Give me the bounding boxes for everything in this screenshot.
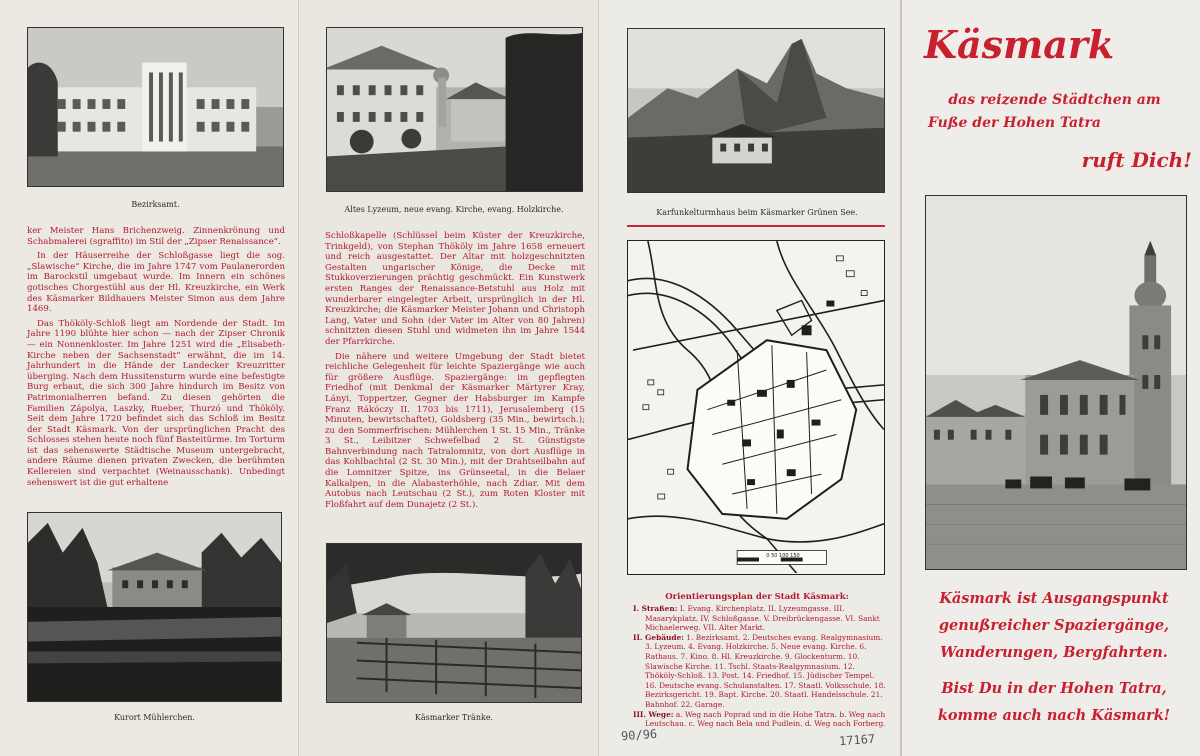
subtitle-line-1: das reizende Städtchen am (948, 92, 1161, 108)
slogan-line-2: genußreicher Spaziergänge, (938, 617, 1170, 634)
photo-kurort-muehlerchen (27, 512, 282, 702)
legend-roads-head: III. Wege: (633, 709, 674, 719)
legend-buildings-head: II. Gebäude: (633, 632, 685, 642)
panel-4 (900, 0, 1200, 756)
call-to-action: ruft Dich! (1081, 148, 1192, 172)
map-legend (633, 604, 887, 729)
slogan-line-5: komme auch nach Käsmark! (937, 707, 1171, 724)
divider (627, 225, 885, 227)
slogan-line-4: Bist Du in der Hohen Tatra, (941, 680, 1167, 697)
caption-karfunkel: Karfunkelturmhaus beim Käsmarker Grünen See. (656, 208, 858, 217)
caption-traenke: Käsmarker Tränke. (414, 713, 494, 722)
photo-altes-lyzeum (326, 27, 583, 192)
legend-streets (633, 604, 887, 633)
panel-1 (0, 0, 298, 756)
map-scale: 0 50 100 150 (766, 553, 800, 559)
city-map (627, 240, 885, 575)
photo-bezirksamt (27, 27, 284, 187)
panel-2 (298, 0, 598, 756)
legend-roads-text: a. Weg nach Poprad und in die Hohe Tatra. b. Weg nach Leutschau. c. Weg nach Bela und Pudlein. d. Weg nach Forberg. (645, 709, 886, 729)
caption-lyzeum: Altes Lyzeum, neue evang. Kirche, evang. Holzkirche. (344, 205, 564, 214)
map-drawing (628, 241, 884, 573)
brand-title: Käsmark (924, 22, 1115, 67)
panel2-paragraph: Schloßkapelle (Schlüssel beim Küster der Kreuzkirche, Trinkgeld), von Stephan Thököly im Jahre 1658 erneuert und reich ausgestattet. Der Altar mit holzgeschnitzten Gestalten ungarischer Könige, die Decke mit Stukkoverzierungen prächtig geschmückt. Ein Kunstwerk ersten Ranges der Renaissance-Betstuhl aus Holz mit wunderbarer eingelegter Arbeit, ursprünglich in der Hl. Kreuzkirche; die Käsmarker Meister Johann und Christoph Lang, Vater und Sohn (der Vater im Alter von 80 Jahren) schnitzten diesen Stuhl und widmeten ihn im Jahre 1544 der Pfarrkirche. (325, 231, 585, 347)
map-title: Orientierungsplan der Stadt Käsmark: (665, 592, 849, 602)
caption-kurort: Kurort Mühlerchen. (114, 713, 195, 722)
caption-bezirksamt: Bezirksamt. (131, 200, 180, 209)
handwritten-right: 17167 (838, 731, 876, 749)
panel-3 (598, 0, 900, 756)
legend-buildings (633, 633, 887, 710)
panel2-paragraph: Die nähere und weitere Umgebung der Stadt bietet reichliche Gelegenheit für leichte Spaziergänge wie auch für größere Ausflüge. Spaziergänge: im gepflegten Friedhof (mit Denkmal der Käsmarker Märtyrer Kray, Lányi, Toppertzer, Gegner der Habsburger im Kampfe Franz Rákóczy II. 1703 bis 1711), Jerusalemberg (15 Minuten, bewirtschaftet), Goldsberg (35 Min., bewirtsch.); zu den Sommerfrischen: Mühlerchen 1 St. 15 Min., Tränke 3 St., Leibitzer Schwefelbad 2 St. Günstigste Bahnverbindung nach Tatralomnitz, von dort Ausflüge in das Kohlbachtal (2 St. 30 Min.), mit der Drahtseilbahn auf die Lomnitzer Spitze, ins Grünseetal, in die Belaer Kalkalpen, in die Alabasterhöhle, nach Zdiar. Mit dem Autobus nach Leutschau (2 St.), zum Roten Kloster mit Floßfahrt auf dem Dunajetz (2 St.). (325, 351, 585, 510)
handwritten-left: 90/96 (620, 726, 658, 744)
panel1-paragraph: Das Thököly-Schloß liegt am Nordende der Stadt. Im Jahre 1190 blühte hier schon — nach der Zipser Chronik — ein Nonnenkloster. Im Jahre 1251 wird die „Elisabeth-Kirche neben der Sachsenstadt“ erwähnt, die im 14. Jahrhundert in die Hände der Landecker Kreuzritter überging. Nach dem Hussitensturm wurde eine befestigte Burg erbaut, die sich 300 Jahre hindurch im Besitz von Patrimonialherren befand. Zu diesen gehörten die Familien Zápolya, Laszky, Rueber, Thurzó und Thököly. Seit dem Jahre 1720 befindet sich das Schloß im Besitz der Stadt Käsmark. Von der ursprünglichen Pracht des Schlosses stehen heute noch fünf Basteitürme. Im Torturm ist das sehenswerte Städtische Museum untergebracht, andere Räume dienen privaten Zwecken, die berühmten Kellereien sind verpachtet (Weinausschank). Unbedingt sehenswert ist die gut erhaltene (27, 318, 285, 488)
photo-kaesmark-square (925, 195, 1187, 570)
legend-buildings-text: 1. Bezirksamt. 2. Deutsches evang. Realgymnasium. 3. Lyzeum. 4. Evang. Holzkirche. 5. Neue evang. Kirche. 6. Rathaus. 7. Kino. 8. Hl. Kreuzkirche. 9. Glockenturm. 10. Slawische Kirche. 11. Tschl. Staats-Realgymnasium. 12. Thököly-Schloß. 13. Post. 14. Friedhof. 15. Jüdischer Tempel. 16. Deutsche evang. Schulanstalten. 17. Staatl. Volksschule. 18. Bezirksgericht. 19. Bapt. Kirche. 20. Staatl. Handelsschule. 21. Bahnhof. 22. Garage. (645, 632, 886, 709)
slogan-line-1: Käsmark ist Ausgangspunkt (939, 590, 1169, 607)
photo-kaesmarker-traenke (326, 543, 582, 703)
panel1-text (27, 226, 285, 492)
legend-streets-text: I. Evang. Kirchenplatz. II. Lyzeumgasse. III. Masarykplatz. IV. Schloßgasse. V. Dreibrückengasse. VI. Sankt Michaelerweg. VII. Alter Markt. (645, 604, 880, 633)
legend-streets-head: I. Straßen: (633, 604, 678, 613)
panel1-paragraph: ker Meister Hans Brichenzweig. Zinnenkrönung und Schabmalerei (sgraffito) im Stil der „Zipser Renaissance“. (27, 226, 285, 247)
panel2-text (325, 231, 585, 514)
subtitle-line-2: Fuße der Hohen Tatra (927, 115, 1101, 131)
panel1-paragraph: In der Häuserreihe der Schloßgasse liegt die sog. „Slawische“ Kirche, die im Jahre 1747 vom Paulanerorden im Barockstil umgebaut wurde. Im Innern ein schönes gotisches Chorgestühl aus der Hl. Kreuzkirche, ein Werk des Käsmarker Bildhauers Meister Simon aus dem Jahre 1469. (27, 251, 285, 315)
photo-karfunkelturmhaus (627, 28, 885, 193)
slogan-line-3: Wanderungen, Bergfahrten. (940, 644, 1168, 661)
legend-roads (633, 710, 887, 729)
